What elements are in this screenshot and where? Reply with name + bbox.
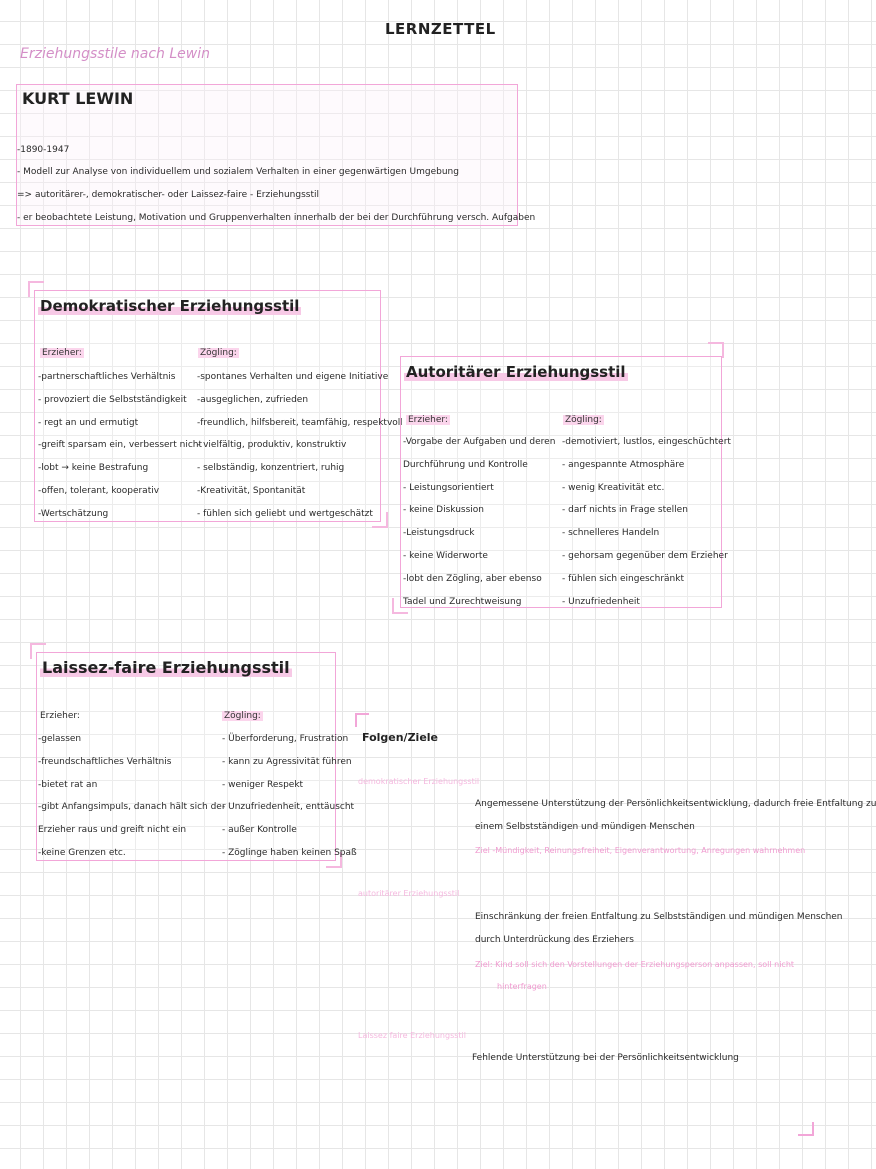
- zoegling-heading: Zögling:: [565, 415, 602, 425]
- erzieher-heading: Erzieher:: [40, 711, 80, 721]
- list-item: -gelassen: [38, 734, 82, 744]
- list-item: - fühlen sich geliebt und wertgeschätzt: [197, 508, 373, 519]
- list-item: -Kreativität, Spontanität: [197, 486, 306, 496]
- list-item: - vielfältig, produktiv, konstruktiv: [197, 440, 347, 451]
- folgen-text: durch Unterdrückung des Erziehers: [475, 935, 634, 945]
- list-item: Tadel und Zurechtweisung: [403, 596, 522, 607]
- folgen-ziel: Ziel: Kind soll sich den Vorstellungen der Erziehungsperson anpassen, soll nicht: [475, 960, 795, 969]
- list-item: -greift sparsam ein, verbessert nicht: [38, 440, 203, 451]
- erzieher-heading: Erzieher:: [42, 348, 82, 358]
- folgen-bracket: [355, 713, 369, 727]
- list-item: -Wertschätzung: [38, 508, 109, 519]
- list-item: - wenig Kreativität etc.: [562, 482, 665, 493]
- list-item: -partnerschaftliches Verhältnis: [38, 372, 176, 382]
- list-item: - weniger Respekt: [222, 779, 304, 790]
- lewin-line: -1890-1947: [17, 145, 70, 155]
- page-title: LERNZETTEL: [385, 20, 496, 38]
- zoegling-heading: Zögling:: [200, 348, 237, 358]
- list-item: - darf nichts in Frage stellen: [562, 505, 688, 516]
- list-item: -ausgeglichen, zufrieden: [197, 394, 309, 405]
- list-item: - schnelleres Handeln: [562, 528, 660, 539]
- lewin-title: KURT LEWIN: [22, 89, 134, 108]
- box-shadow-corner: [372, 512, 388, 528]
- lewin-line: - er beobachtete Leistung, Motivation und Gruppenverhalten innerhalb der bei der Durchführung versch. Aufgaben: [17, 213, 536, 223]
- list-item: - kann zu Agressivität führen: [222, 756, 352, 767]
- list-item: - Unzufriedenheit, enttäuscht: [222, 802, 355, 813]
- subject-heading: Erziehungsstile nach Lewin: [20, 46, 210, 62]
- list-item: -lobt → keine Bestrafung: [38, 463, 149, 474]
- list-item: -offen, tolerant, kooperativ: [38, 486, 160, 496]
- list-item: Erzieher raus und greift nicht ein: [38, 825, 187, 836]
- folgen-label: autoritärer Erziehungsstil: [358, 889, 460, 898]
- list-item: - selbständig, konzentriert, ruhig: [197, 463, 345, 474]
- list-item: - Leistungsorientiert: [403, 482, 494, 493]
- folgen-ziel: hinterfragen: [497, 982, 547, 991]
- autoritaer-title: Autoritärer Erziehungsstil: [406, 363, 626, 381]
- laissez-title: Laissez-faire Erziehungsstil: [42, 658, 290, 677]
- list-item: - keine Diskussion: [403, 505, 484, 516]
- folgen-title: Folgen/Ziele: [362, 731, 439, 744]
- list-item: - provoziert die Selbstständigkeit: [38, 394, 187, 405]
- demokratisch-title: Demokratischer Erziehungsstil: [40, 297, 300, 315]
- folgen-label: demokratischer Erziehungsstil: [358, 777, 480, 786]
- list-item: - angespannte Atmosphäre: [562, 459, 685, 470]
- folgen-ziel: Ziel -Mündigkeit, Reinungsfreiheit, Eigenverantwortung, Anregungen wahrnehmen: [475, 846, 806, 855]
- list-item: - keine Widerworte: [403, 551, 488, 561]
- list-item: - außer Kontrolle: [222, 825, 297, 836]
- page-corner-bracket: [798, 1122, 814, 1136]
- list-item: - gehorsam gegenüber dem Erzieher: [562, 551, 728, 561]
- list-item: -Leistungsdruck: [403, 528, 475, 539]
- folgen-text: Fehlende Unterstützung bei der Persönlichkeitsentwicklung: [472, 1053, 739, 1063]
- lewin-line: => autoritärer-, demokratischer- oder Laissez-faire - Erziehungsstil: [17, 190, 319, 200]
- list-item: - Überforderung, Frustration: [222, 734, 349, 744]
- zoegling-heading: Zögling:: [224, 711, 261, 721]
- list-item: -freundlich, hilfsbereit, teamfähig, respektvoll: [197, 417, 403, 428]
- list-item: - Zöglinge haben keinen Spaß: [222, 848, 357, 858]
- list-item: -gibt Anfangsimpuls, danach hält sich der: [38, 802, 226, 813]
- list-item: - fühlen sich eingeschränkt: [562, 573, 684, 584]
- list-item: Durchführung und Kontrolle: [403, 459, 528, 470]
- list-item: - regt an und ermutigt: [38, 417, 139, 428]
- folgen-text: Angemessene Unterstützung der Persönlichkeitsentwicklung, dadurch freie Entfaltung zu: [475, 799, 876, 809]
- folgen-text: einem Selbstständigen und mündigen Menschen: [475, 822, 695, 832]
- folgen-label: Laissez faire Erziehungsstil: [358, 1031, 466, 1040]
- list-item: -keine Grenzen etc.: [38, 848, 126, 858]
- list-item: -spontanes Verhalten und eigene Initiative: [197, 372, 389, 382]
- list-item: -demotiviert, lustlos, eingeschüchtert: [562, 437, 731, 447]
- folgen-text: Einschränkung der freien Entfaltung zu Selbstständigen und mündigen Menschen: [475, 912, 843, 922]
- list-item: -bietet rat an: [38, 779, 98, 790]
- erzieher-heading: Erzieher:: [408, 415, 448, 425]
- lewin-line: - Modell zur Analyse von individuellem und sozialem Verhalten in einer gegenwärtigen Umgebung: [17, 167, 459, 177]
- list-item: -freundschaftliches Verhältnis: [38, 756, 172, 767]
- list-item: -Vorgabe der Aufgaben und deren: [403, 437, 556, 447]
- list-item: - Unzufriedenheit: [562, 596, 640, 607]
- list-item: -lobt den Zögling, aber ebenso: [403, 573, 542, 584]
